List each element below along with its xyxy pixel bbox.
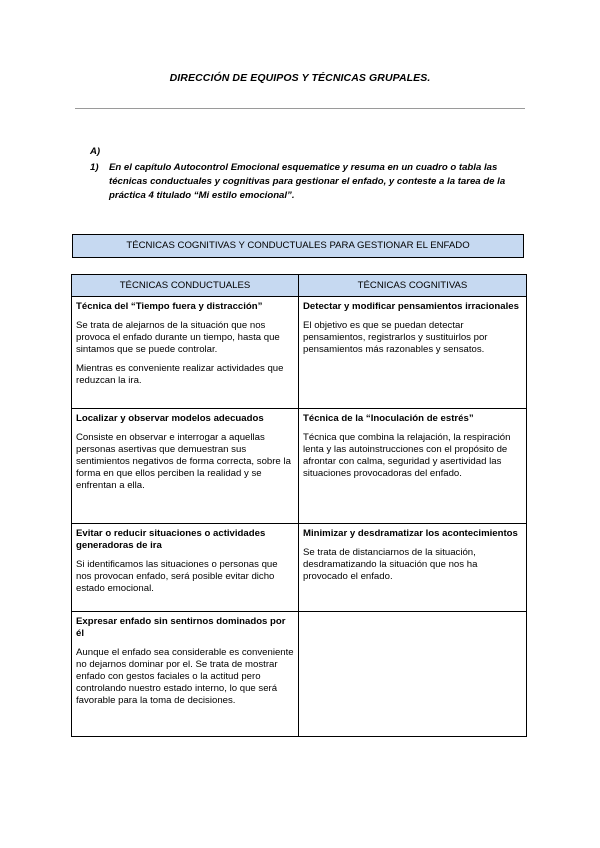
table-banner: TÉCNICAS COGNITIVAS Y CONDUCTUALES PARA GESTIONAR EL ENFADO [72,234,524,258]
table-cell-conductual [72,524,299,612]
technique-description: Consiste en observar e interrogar a aquellas personas asertivas que demuestran sus sentimientos negativos de forma correcta, sobre la forma en que ellos perciben la realidad y se enfrentan a ella. [76,432,291,491]
technique-title: Localizar y observar modelos adecuados [76,413,264,424]
table-row [72,612,527,737]
technique-title: Minimizar y desdramatizar los acontecimientos [303,528,518,539]
question-block [90,145,530,203]
technique-title: Expresar enfado sin sentirnos dominados por él [76,616,286,639]
table-cell-conductual [72,612,299,737]
table-cell-cognitiva [299,524,527,612]
header-conductuales: TÉCNICAS CONDUCTUALES [72,275,299,297]
technique-description: Se trata de alejarnos de la situación que nos provoca el enfado durante un tiempo, hasta que sintamos que se puede controlar. [76,320,280,355]
technique-description: Aunque el enfado sea considerable es conveniente no dejarnos dominar por el. Se trata de mostrar enfado con gestos faciales o la actitud pero controlando nuestro estado interno, lo que será favorable para la toma de decisiones. [76,647,294,706]
technique-description: Se trata de distanciarnos de la situación, desdramatizando la situación que nos ha provocado el enfado. [303,547,478,582]
question-item [90,161,530,203]
horizontal-divider [75,108,525,109]
document-title: DIRECCIÓN DE EQUIPOS Y TÉCNICAS GRUPALES. [169,72,431,84]
table-cell-cognitiva [299,409,527,524]
technique-title: Técnica del “Tiempo fuera y distracción” [76,301,263,312]
question-text: En el capítulo Autocontrol Emocional esquematice y resuma en un cuadro o tabla las técnicas conductuales y cognitivas para gestionar el enfado, y conteste a la tarea de la práctica 4 titulado “Mi estilo emocional”. [109,162,506,201]
technique-title: Técnica de la “Inoculación de estrés” [303,413,474,424]
question-label: A) [90,146,101,157]
table-cell-conductual [72,409,299,524]
header-cognitivas: TÉCNICAS COGNITIVAS [299,275,527,297]
table-cell-cognitiva [299,297,527,409]
technique-title: Evitar o reducir situaciones o actividades generadoras de ira [76,528,266,551]
technique-description: Técnica que combina la relajación, la respiración lenta y las autoinstrucciones con el propósito de afrontar con calma, seguridad y asertividad las situaciones provocadoras del enfado. [303,432,511,479]
technique-description: El objetivo es que se puedan detectar pensamientos, registrarlos y sustituirlos por pensamientos más razonables y sensatos. [303,320,488,355]
techniques-table [71,274,527,737]
table-row [72,297,527,409]
table-header-row [72,275,527,297]
table-cell-conductual [72,297,299,409]
technique-title: Detectar y modificar pensamientos irracionales [303,301,519,312]
technique-description: Mientras es conveniente realizar actividades que reduzcan la ira. [76,363,284,386]
table-row [72,524,527,612]
table-cell-empty [299,612,527,737]
question-number: 1) [90,162,99,173]
technique-description: Si identificamos las situaciones o personas que nos provocan enfado, será posible evitar dicho estado emocional. [76,559,278,594]
table-row [72,409,527,524]
